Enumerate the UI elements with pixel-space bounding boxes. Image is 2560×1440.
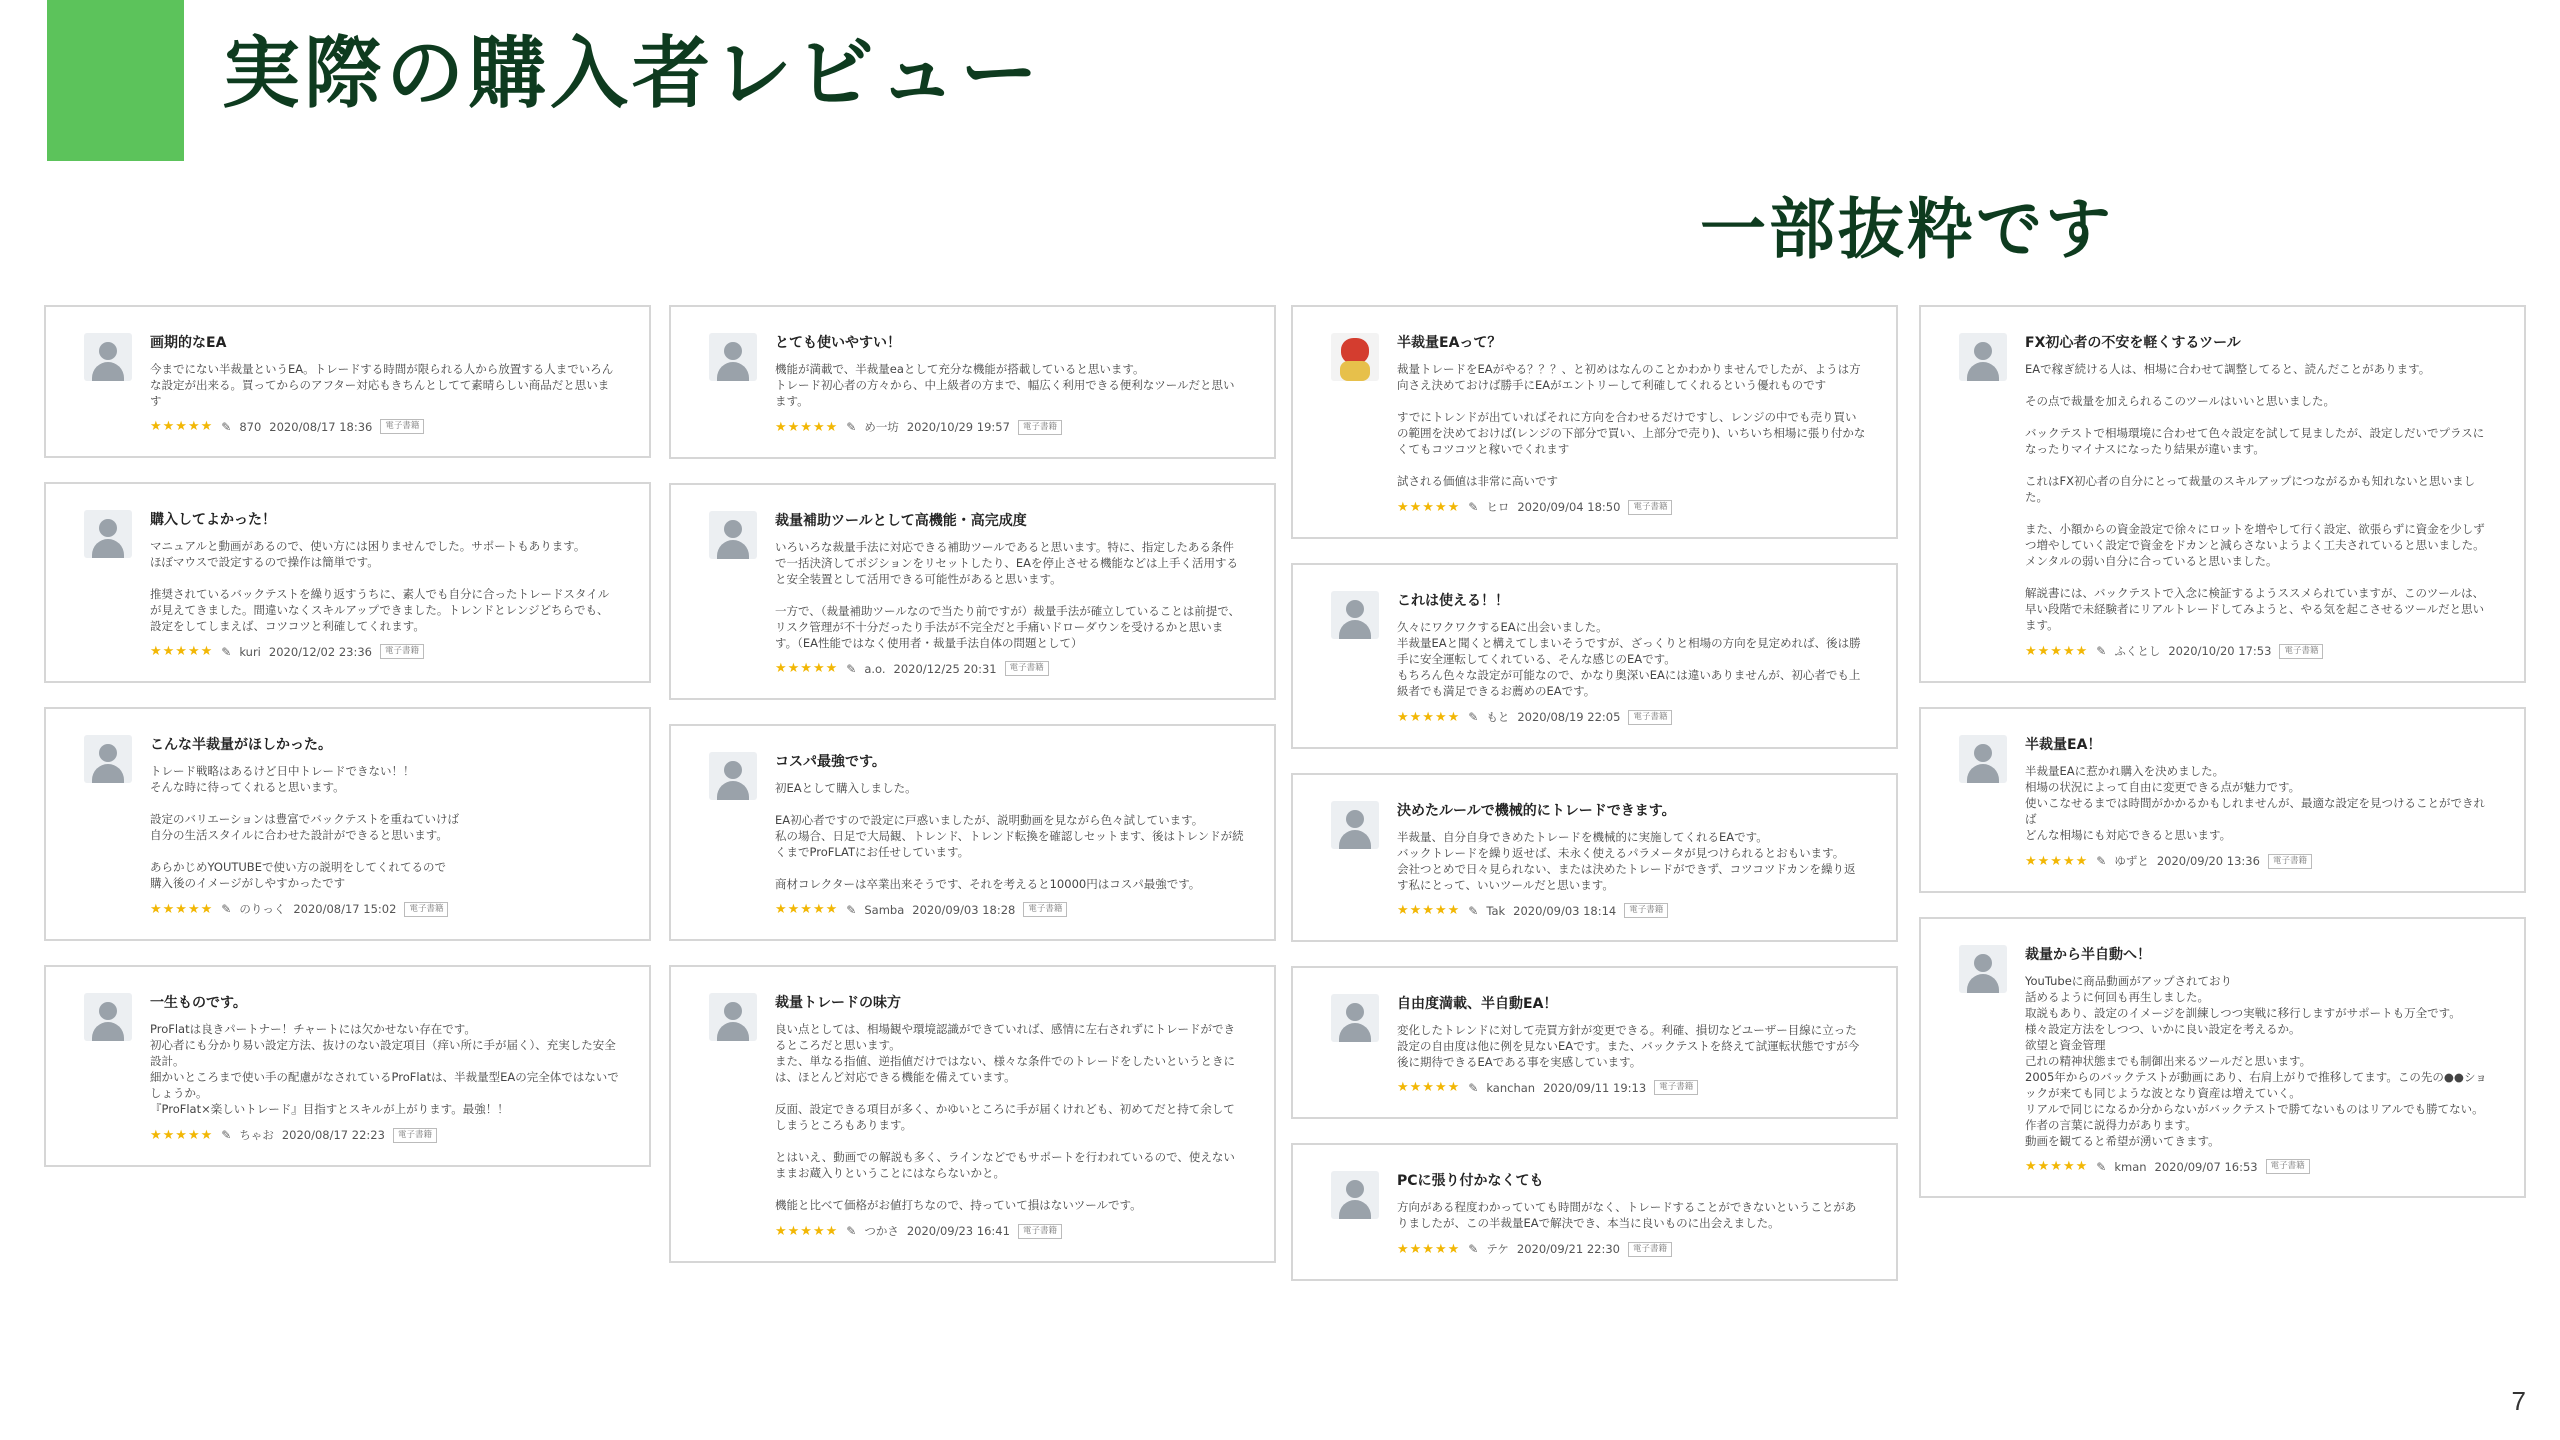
review-body: いろいろな裁量手法に対応できる補助ツールであると思います。特に、指定したある条件で一括決済してポジションをリセットしたり、EAを停止させる機能などは上手く活用すると安全装置として活用できる可能性があると思います。 一方で、（裁量補助ツールなので当たり前ですが）裁量手法が確立していることは前提で、リスク管理が不十分だったり手法が不完全だと手痛いドローダウンを受けるかと思います。（EA性能ではなく使用者・裁量手法自体の問題として）: [775, 540, 1241, 650]
review-title: 画期的なEA: [150, 335, 227, 351]
avatar: [1331, 994, 1379, 1042]
review-content: [775, 333, 1244, 435]
review-title: 自由度満載、半自動EA！: [1397, 996, 1558, 1012]
review-author[interactable]: ちゃお: [239, 1128, 274, 1142]
product-badge: 電子書籍: [1628, 710, 1672, 725]
review-title: 裁量補助ツールとして高機能・高完成度: [775, 513, 1027, 529]
review-title: 半裁量EAって？: [1397, 335, 1502, 351]
review-meta: [2025, 853, 2494, 869]
page-number: 7: [2511, 1386, 2526, 1416]
pen-icon: ✎: [846, 1224, 857, 1238]
star-rating: ★★★★★: [1397, 709, 1461, 725]
review-column: [44, 305, 651, 1167]
review-title: こんな半裁量がほしかった。: [150, 737, 332, 753]
review-meta: [775, 661, 1244, 676]
star-rating: ★★★★★: [150, 419, 214, 434]
review-meta: [775, 902, 1244, 917]
review-card: [1291, 563, 1898, 749]
review-date: 2020/10/29 19:57: [906, 420, 1010, 434]
star-rating: ★★★★★: [1397, 499, 1461, 515]
review-content: [150, 510, 619, 659]
review-meta: [1397, 499, 1866, 515]
review-meta: [2025, 643, 2494, 659]
product-badge: 電子書籍: [1654, 1080, 1698, 1095]
review-card: [669, 483, 1276, 700]
review-author[interactable]: もと: [1486, 710, 1510, 724]
review-body: 今までにない半裁量というEA。トレードする時間が限られる人から放置する人までいろんな設定が出来る。買ってからのアフター対応もきちんとしてて素晴らしい商品だと思います: [150, 362, 614, 408]
pen-icon: ✎: [1468, 1242, 1479, 1256]
review-title: 半裁量EA！: [2025, 737, 2102, 753]
review-meta: [775, 1223, 1244, 1239]
review-card: [669, 965, 1276, 1263]
review-date: 2020/09/07 16:53: [2154, 1159, 2258, 1174]
avatar: [709, 752, 757, 800]
review-body: YouTubeに商品動画がアップされており 話めるように何回も再生しました。 取説もあり、設定のイメージを訓練しつつ実戦に移行しますがサポートも万全です。 様々設定方法をしつつ、いかに良い設定を考えるか。 欲望と資金管理 己れの精神状態までも制御出来るツールだと思います。 2005年からのバックテストが動画にあり、右肩上がりで推移してます。この先の●●ショックが来ても同じような波となり資産は増えていく。 リアルで同じになるか分からないがバックテストで勝てないものはリアルでも勝てない。 作者の言葉に説得力があります。 動画を観てると希望が湧いてきます。: [2025, 974, 2487, 1148]
review-content: [2025, 333, 2494, 659]
review-content: [2025, 945, 2494, 1174]
review-author[interactable]: テケ: [1486, 1242, 1509, 1256]
review-author[interactable]: め一坊: [864, 420, 899, 434]
review-content: [1397, 333, 1866, 515]
review-author[interactable]: のりっく: [239, 902, 286, 916]
pen-icon: ✎: [221, 419, 232, 434]
avatar: [84, 735, 132, 783]
review-date: 2020/08/17 22:23: [281, 1128, 385, 1142]
star-rating: ★★★★★: [2025, 1159, 2089, 1174]
review-card: [44, 707, 651, 941]
review-meta: [2025, 1159, 2494, 1174]
review-body: 半裁量、自分自身できめたトレードを機械的に実施してくれるEAです。 バックトレードを繰り返せば、未永く使えるパラメータが見つけられるとおもいます。 会社つとめで日々見られない、または決めたトレードができず、コツコツドカンを繰り返す私にとって、いいツールだと思います。: [1397, 830, 1856, 892]
review-title: とても使いやすい！: [775, 335, 901, 351]
avatar: [84, 333, 132, 381]
review-meta: [1397, 903, 1866, 918]
star-rating: ★★★★★: [775, 902, 839, 917]
review-column: [1919, 305, 2526, 1198]
review-body: 半裁量EAに惹かれ購入を決めました。 相場の状況によって自由に変更できる点が魅力です。 使いこなせるまでは時間がかかるかもしれませんが、最適な設定を見つけることができれば どんな相場にも対応できると思います。: [2025, 764, 2485, 842]
review-meta: [1397, 1080, 1866, 1095]
product-badge: 電子書籍: [1628, 500, 1672, 515]
product-badge: 電子書籍: [2279, 644, 2323, 659]
review-content: [1397, 1171, 1866, 1257]
review-body: 初EAとして購入しました。 EA初心者ですので設定に戸惑いましたが、説明動画を見ながら色々試しています。 私の場合、日足で大局観、トレンド、トレンド転換を確認しセットます、後はトレンドが続くまでProFLATにお任せしています。 商材コレクターは卒業出来そうです、それを考えると10000円はコスパ最強です。: [775, 781, 1244, 891]
review-body: 良い点としては、相場観や環境認識ができていれば、感情に左右されずにトレードができるところだと思います。 また、単なる指値、逆指値だけではない、様々な条件でのトレードをしたいというときには、ほとんど対応できる機能を備えています。 反面、設定できる項目が多く、かゆいところに手が届くけれども、初めてだと持て余してしまうところもあります。 とはいえ、動画での解説も多く、ラインなどでもサポートを行われているので、使えないままお蔵入りということにはならないかと。 機能と比べて価格がお値打ちなので、持っていて損はないツールです。: [775, 1022, 1235, 1212]
review-author[interactable]: a.o.: [864, 661, 886, 676]
review-date: 2020/09/04 18:50: [1517, 500, 1621, 514]
review-content: [1397, 994, 1866, 1095]
review-card: [669, 724, 1276, 941]
pen-icon: ✎: [1468, 500, 1479, 514]
review-date: 2020/08/17 18:36: [269, 419, 373, 434]
review-author[interactable]: 870: [239, 419, 262, 434]
review-body: トレード戦略はあるけど日中トレードできない！！ そんな時に待ってくれると思います。 設定のバリエーションは豊富でバックテストを重ねていけば 自分の生活スタイルに合わせた設計ができると思います。 あらかじめYOUTUBEで使い方の説明をしてくれてるので 購入後のイメージがしやすかったです: [150, 764, 460, 890]
review-date: 2020/12/25 20:31: [893, 661, 997, 676]
review-author[interactable]: Samba: [864, 902, 905, 917]
review-card: [44, 305, 651, 458]
pen-icon: ✎: [1468, 710, 1479, 724]
avatar: [84, 993, 132, 1041]
review-content: [150, 993, 619, 1143]
review-card: [669, 305, 1276, 459]
review-date: 2020/09/23 16:41: [906, 1224, 1010, 1238]
product-badge: 電子書籍: [1018, 420, 1062, 435]
avatar: [709, 993, 757, 1041]
pen-icon: ✎: [221, 902, 232, 916]
star-rating: ★★★★★: [150, 901, 214, 917]
star-rating: ★★★★★: [2025, 853, 2089, 869]
review-content: [150, 735, 619, 917]
review-card: [1919, 917, 2526, 1198]
review-date: 2020/10/20 17:53: [2168, 644, 2272, 658]
product-badge: 電子書籍: [404, 902, 448, 917]
pen-icon: ✎: [846, 661, 857, 676]
avatar: [1331, 1171, 1379, 1219]
review-author[interactable]: ゆずと: [2114, 854, 2149, 868]
review-author[interactable]: Tak: [1486, 903, 1506, 918]
pen-icon: ✎: [846, 420, 857, 434]
review-body: 変化したトレンドに対して売買方針が変更できる。利確、損切などユーザー目線に立った設定の自由度は他に例を見ないEAです。また、バックテストを終えて試運転状態ですが今後に期待できるEAである事を実感しています。: [1397, 1023, 1860, 1069]
pen-icon: ✎: [221, 1128, 232, 1142]
review-card: [1919, 707, 2526, 893]
review-body: 裁量トレードをEAがやる？？？、と初めはなんのことかわかりませんでしたが、ようは方向さえ決めておけば勝手にEAがエントリーして利確してくれるという優れものです すでにトレンドが出ていればそれに方向を合わせるだけですし、レンジの中でも売り買いの範囲を決めておけば(レンジの下部分で買い、上部分で売り)、いちいち相場に張り付かなくてもコツコツと稼いでくれます 試される価値は非常に高いです: [1397, 362, 1866, 488]
review-card: [44, 965, 651, 1167]
review-title: 一生ものです。: [150, 995, 247, 1011]
avatar: [1959, 945, 2007, 993]
review-body: 久々にワクワクするEAに出会いました。 半裁量EAと聞くと構えてしまいそうですが、ざっくりと相場の方向を見定めれば、後は勝手に安全運転してくれている、そんな感じのEAです。 もちろん色々な設定が可能なので、かなり奥深いEAには違いありませんが、初心者でも上級者でも満足できるお薦めのEAです。: [1397, 620, 1861, 698]
star-rating: ★★★★★: [1397, 1241, 1461, 1257]
review-title: FX初心者の不安を軽くするツール: [2025, 335, 2241, 351]
product-badge: 電子書籍: [1624, 903, 1668, 918]
review-content: [150, 333, 619, 434]
review-column: [669, 305, 1276, 1263]
review-card: [1291, 966, 1898, 1119]
avatar: [709, 511, 757, 559]
pen-icon: ✎: [1468, 903, 1479, 918]
title-accent-block: [47, 0, 184, 161]
review-date: 2020/09/03 18:14: [1513, 903, 1617, 918]
avatar: [709, 333, 757, 381]
star-rating: ★★★★★: [775, 419, 839, 435]
review-meta: [150, 644, 619, 659]
pen-icon: ✎: [221, 644, 232, 659]
avatar: [1959, 333, 2007, 381]
pen-icon: ✎: [846, 902, 857, 917]
review-content: [1397, 801, 1866, 918]
page-title: 実際の購入者レビュー: [222, 29, 1043, 119]
review-body: 機能が満載で、半裁量eaとして充分な機能が搭載していると思います。 トレード初心者の方々から、中上級者の方まで、幅広く利用できる便利なツールだと思います。: [775, 362, 1235, 408]
review-card: [1291, 305, 1898, 539]
review-title: 決めたルールで機械的にトレードできます。: [1397, 803, 1676, 819]
star-rating: ★★★★★: [1397, 903, 1461, 918]
review-date: 2020/09/20 13:36: [2156, 854, 2260, 868]
review-content: [1397, 591, 1866, 725]
review-title: 購入してよかった！: [150, 512, 276, 528]
star-rating: ★★★★★: [2025, 643, 2089, 659]
review-date: 2020/12/02 23:36: [268, 644, 372, 659]
pen-icon: ✎: [2096, 1159, 2107, 1174]
review-date: 2020/09/03 18:28: [912, 902, 1016, 917]
review-body: EAで稼ぎ続ける人は、相場に合わせて調整してると、読んだことがあります。 その点で裁量を加えられるこのツールはいいと思いました。 バックテストで相場環境に合わせて色々設定を試して見ましたが、設定しだいでプラスになったりマイナスになったり結果が違います。 これはFX初心者の自分にとって裁量のスキルアップにつながるかも知れないと思いました。 また、小額からの資金設定で徐々にロットを増やして行く設定、欲張らずに資金を少しずつ増やしていく設定で資金をドカンと減らさないようよく工夫されていると思いました。メンタルの弱い自分に合っていると思いました。 解説書には、バックテストで入念に検証するようススメられていますが、このツールは、早い段階で未経験者にリアルトレードしてみようと、やる気を起こさせるツールだと思います。: [2025, 362, 2485, 632]
avatar: [1331, 801, 1379, 849]
review-author[interactable]: kanchan: [1486, 1080, 1536, 1095]
avatar: [1331, 591, 1379, 639]
star-rating: ★★★★★: [775, 661, 839, 676]
star-rating: ★★★★★: [1397, 1080, 1461, 1095]
review-author[interactable]: つかさ: [864, 1224, 899, 1238]
review-date: 2020/08/17 15:02: [293, 902, 397, 916]
product-badge: 電子書籍: [1023, 902, 1067, 917]
review-title: 裁量トレードの味方: [775, 995, 901, 1011]
avatar: [84, 510, 132, 558]
review-meta: [1397, 709, 1866, 725]
product-badge: 電子書籍: [1628, 1242, 1672, 1257]
review-column: [1291, 305, 1898, 1281]
review-author[interactable]: kuri: [239, 644, 261, 659]
review-card: [1919, 305, 2526, 683]
review-body: マニュアルと動画があるので、使い方には困りませんでした。サポートもあります。 ほぼマウスで設定するので操作は簡単です。 推奨されているバックテストを繰り返すうちに、素人でも自分に合ったトレードスタイルが見えてきました。間違いなくスキルアップできました。トレンドとレンジどちらでも、設定をしてしまえば、コツコツと利確してくれます。: [150, 539, 610, 633]
review-body: 方向がある程度わかっていても時間がなく、トレードすることができないということがありましたが、この半裁量EAで解決でき、本当に良いものに出会えました。: [1397, 1200, 1857, 1230]
review-date: 2020/08/19 22:05: [1517, 710, 1621, 724]
review-meta: [150, 901, 619, 917]
avatar: [1331, 333, 1379, 381]
review-date: 2020/09/11 19:13: [1543, 1080, 1647, 1095]
review-author[interactable]: kman: [2114, 1159, 2147, 1174]
avatar: [1959, 735, 2007, 783]
review-content: [775, 511, 1244, 676]
review-meta: [1397, 1241, 1866, 1257]
page-subtitle: 一部抜粋です: [1700, 191, 2114, 268]
pen-icon: ✎: [1468, 1080, 1479, 1095]
review-meta: [775, 419, 1244, 435]
review-title: 裁量から半自動へ！: [2025, 947, 2151, 963]
product-badge: 電子書籍: [380, 644, 424, 659]
product-badge: 電子書籍: [393, 1128, 437, 1143]
star-rating: ★★★★★: [150, 644, 214, 659]
review-content: [775, 993, 1244, 1239]
star-rating: ★★★★★: [775, 1223, 839, 1239]
review-title: これは使える！！: [1397, 593, 1509, 609]
review-author[interactable]: ヒロ: [1486, 500, 1510, 514]
review-meta: [150, 419, 619, 434]
product-badge: 電子書籍: [1018, 1224, 1062, 1239]
review-card: [44, 482, 651, 683]
review-date: 2020/09/21 22:30: [1516, 1242, 1620, 1256]
review-card: [1291, 1143, 1898, 1281]
star-rating: ★★★★★: [150, 1127, 214, 1143]
product-badge: 電子書籍: [2266, 1159, 2310, 1174]
product-badge: 電子書籍: [1005, 661, 1049, 676]
pen-icon: ✎: [2096, 644, 2107, 658]
review-card: [1291, 773, 1898, 942]
product-badge: 電子書籍: [380, 419, 424, 434]
review-content: [2025, 735, 2494, 869]
review-content: [775, 752, 1244, 917]
review-title: PCに張り付かなくても: [1397, 1173, 1544, 1189]
product-badge: 電子書籍: [2268, 854, 2312, 869]
review-title: コスパ最強です。: [775, 754, 886, 770]
review-body: ProFlatは良きパートナー！チャートには欠かせない存在です。 初心者にも分かり易い設定方法、抜けのない設定項目（痒い所に手が届く）、充実した安全設計。 細かいところまで使い手の配慮がなされているProFlatは、半裁量型EAの完全体ではないでしょうか。 『ProFlat×楽しいトレード』目指すとスキルが上がります。最強！！: [150, 1022, 619, 1116]
review-meta: [150, 1127, 619, 1143]
pen-icon: ✎: [2096, 854, 2107, 868]
review-author[interactable]: ふくとし: [2114, 644, 2161, 658]
